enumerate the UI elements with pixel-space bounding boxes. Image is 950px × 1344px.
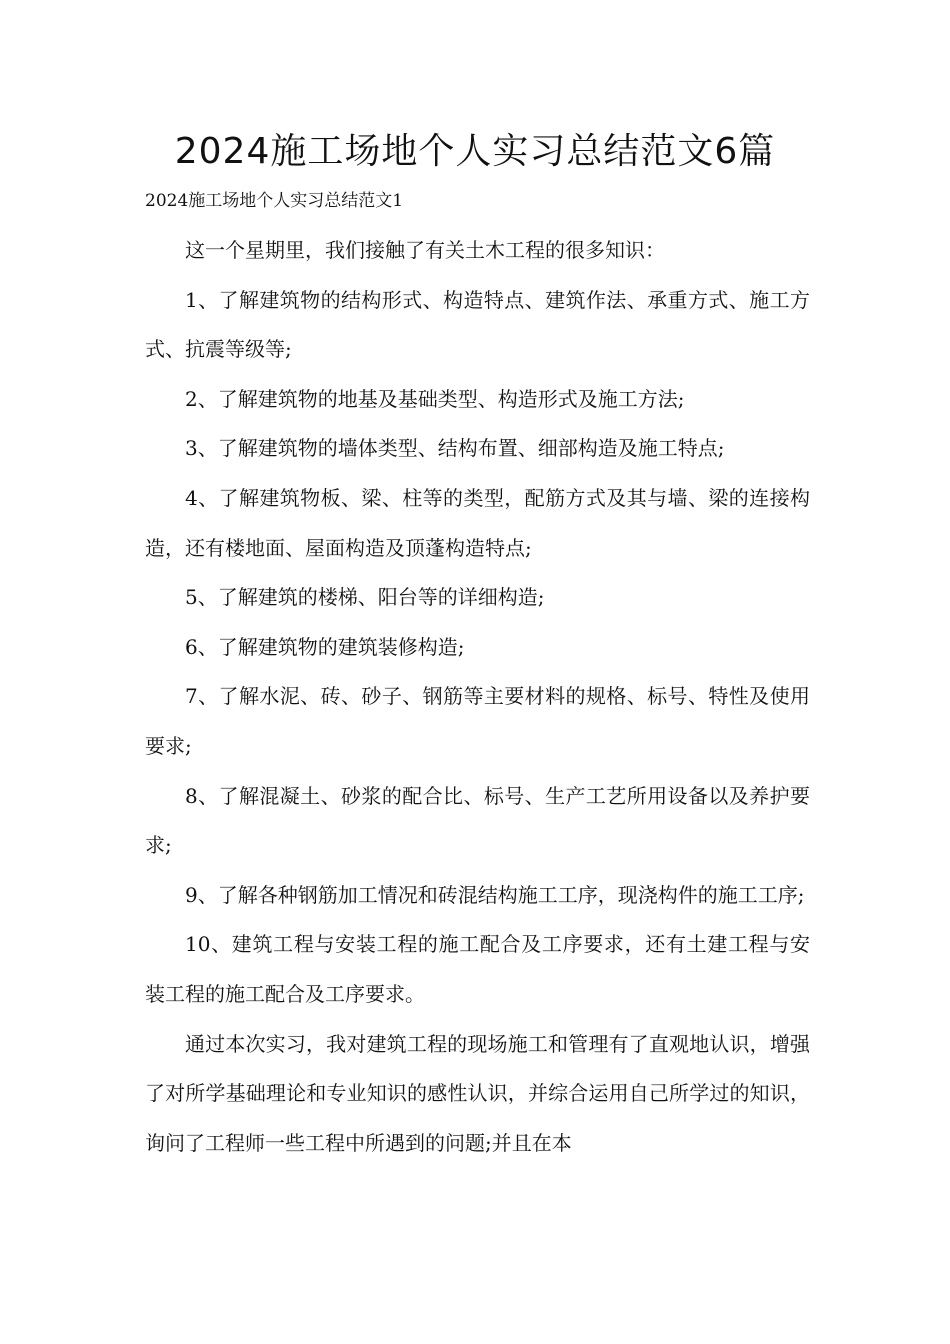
list-item: 10、建筑工程与安装工程的施工配合及工序要求，还有土建工程与安装工程的施工配合及工序要求。 (145, 932, 810, 1006)
list-item: 1、了解建筑物的结构形式、构造特点、建筑作法、承重方式、施工方式、抗震等级等; (145, 287, 810, 362)
paragraph-summary: 通过本次实习，我对建筑工程的现场施工和管理有了直观地认识，增强了对所学基础理论和专业知识的感性认识，并综合运用自己所学过的知识，询问了工程师一些工程中所遇到的问题;并且在本 (145, 1031, 810, 1155)
document-body (145, 226, 810, 1168)
paragraph-intro: 这一个星期里，我们接触了有关土木工程的很多知识： (185, 238, 665, 262)
list-item: 6、了解建筑物的建筑装修构造; (185, 634, 465, 659)
section-heading: 2024施工场地个人实习总结范文1 (145, 191, 404, 211)
list-item: 4、了解建筑物板、梁、柱等的类型，配筋方式及其与墙、梁的连接构造，还有楼地面、屋面构造及顶蓬构造特点; (145, 485, 810, 560)
list-item: 3、了解建筑物的墙体类型、结构布置、细部构造及施工特点; (185, 436, 725, 461)
list-item: 2、了解建筑物的地基及基础类型、构造形式及施工方法; (185, 386, 685, 411)
list-item: 7、了解水泥、砖、砂子、钢筋等主要材料的规格、标号、特性及使用要求; (145, 684, 810, 758)
list-item: 5、了解建筑的楼梯、阳台等的详细构造; (185, 585, 545, 610)
list-item: 9、了解各种钢筋加工情况和砖混结构施工工序，现浇构件的施工工序; (185, 882, 805, 907)
document-title: 2024施工场地个人实习总结范文6篇 (174, 131, 776, 172)
list-item: 8、了解混凝土、砂浆的配合比、标号、生产工艺所用设备以及养护要求; (145, 783, 810, 858)
